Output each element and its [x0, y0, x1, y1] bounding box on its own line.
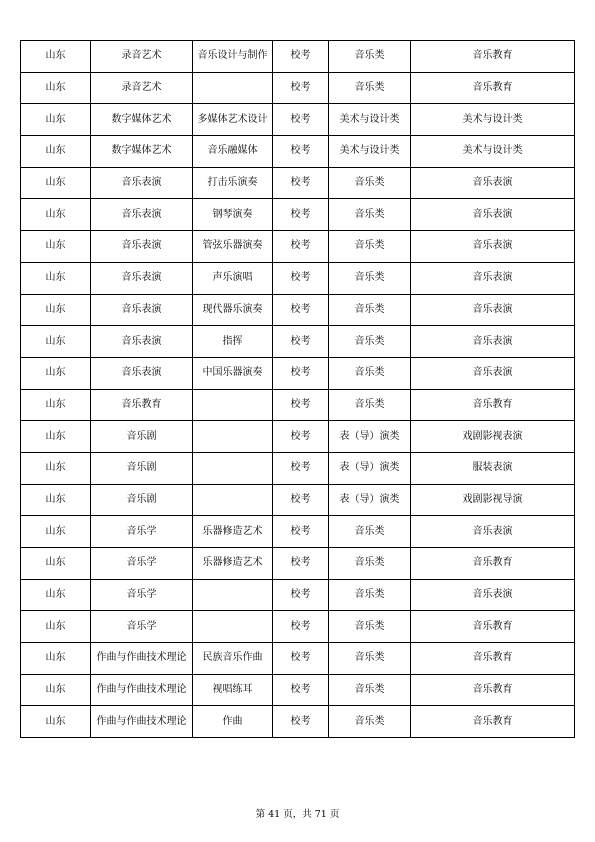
province-cell: 山东: [21, 674, 91, 706]
subject-cell: 音乐表演: [411, 199, 575, 231]
major-cell: 录音艺术: [91, 41, 193, 73]
subject-cell: 戏剧影视表演: [411, 421, 575, 453]
subject-cell: 音乐表演: [411, 231, 575, 263]
exam-type-cell: 校考: [273, 104, 329, 136]
direction-cell: [193, 389, 273, 421]
major-cell: 录音艺术: [91, 72, 193, 104]
direction-cell: 指挥: [193, 326, 273, 358]
exam-type-cell: 校考: [273, 643, 329, 675]
table-row: [21, 104, 575, 136]
direction-cell: [193, 452, 273, 484]
category-cell: 音乐类: [329, 41, 411, 73]
major-cell: 音乐表演: [91, 357, 193, 389]
major-cell: 音乐表演: [91, 231, 193, 263]
subject-cell: 音乐表演: [411, 326, 575, 358]
category-cell: 音乐类: [329, 643, 411, 675]
subject-cell: 音乐教育: [411, 389, 575, 421]
exam-type-cell: 校考: [273, 326, 329, 358]
exam-type-cell: 校考: [273, 674, 329, 706]
exam-type-cell: 校考: [273, 294, 329, 326]
province-cell: 山东: [21, 706, 91, 738]
direction-cell: 视唱练耳: [193, 674, 273, 706]
province-cell: 山东: [21, 579, 91, 611]
table-row: [21, 357, 575, 389]
exam-type-cell: 校考: [273, 72, 329, 104]
major-cell: 音乐学: [91, 548, 193, 580]
exam-type-cell: 校考: [273, 706, 329, 738]
table-row: [21, 41, 575, 73]
table-row: [21, 643, 575, 675]
subject-cell: 音乐表演: [411, 357, 575, 389]
table-body: [21, 41, 575, 738]
table-row: [21, 579, 575, 611]
province-cell: 山东: [21, 326, 91, 358]
province-cell: 山东: [21, 294, 91, 326]
table-row: [21, 548, 575, 580]
major-cell: 作曲与作曲技术理论: [91, 674, 193, 706]
enrollment-table: [20, 40, 575, 738]
subject-cell: 音乐表演: [411, 167, 575, 199]
province-cell: 山东: [21, 611, 91, 643]
major-cell: 音乐表演: [91, 199, 193, 231]
major-cell: 作曲与作曲技术理论: [91, 643, 193, 675]
subject-cell: 美术与设计类: [411, 136, 575, 168]
subject-cell: 美术与设计类: [411, 104, 575, 136]
category-cell: 表（导）演类: [329, 452, 411, 484]
exam-type-cell: 校考: [273, 167, 329, 199]
direction-cell: 声乐演唱: [193, 262, 273, 294]
category-cell: 音乐类: [329, 231, 411, 263]
major-cell: 音乐学: [91, 579, 193, 611]
major-cell: 音乐剧: [91, 421, 193, 453]
major-cell: 音乐学: [91, 611, 193, 643]
subject-cell: 音乐教育: [411, 611, 575, 643]
exam-type-cell: 校考: [273, 516, 329, 548]
exam-type-cell: 校考: [273, 452, 329, 484]
table-row: [21, 516, 575, 548]
major-cell: 作曲与作曲技术理论: [91, 706, 193, 738]
direction-cell: [193, 72, 273, 104]
subject-cell: 音乐教育: [411, 548, 575, 580]
province-cell: 山东: [21, 516, 91, 548]
major-cell: 数字媒体艺术: [91, 136, 193, 168]
category-cell: 音乐类: [329, 326, 411, 358]
table-row: [21, 136, 575, 168]
exam-type-cell: 校考: [273, 548, 329, 580]
table-row: [21, 611, 575, 643]
direction-cell: 乐器修造艺术: [193, 516, 273, 548]
exam-type-cell: 校考: [273, 389, 329, 421]
province-cell: 山东: [21, 41, 91, 73]
exam-type-cell: 校考: [273, 421, 329, 453]
direction-cell: [193, 421, 273, 453]
table-row: [21, 72, 575, 104]
subject-cell: 音乐表演: [411, 516, 575, 548]
province-cell: 山东: [21, 389, 91, 421]
direction-cell: 现代器乐演奏: [193, 294, 273, 326]
direction-cell: 作曲: [193, 706, 273, 738]
table-row: [21, 199, 575, 231]
direction-cell: 打击乐演奏: [193, 167, 273, 199]
table-row: [21, 326, 575, 358]
category-cell: 音乐类: [329, 389, 411, 421]
major-cell: 音乐表演: [91, 326, 193, 358]
table-row: [21, 294, 575, 326]
major-cell: 音乐表演: [91, 167, 193, 199]
province-cell: 山东: [21, 136, 91, 168]
direction-cell: 中国乐器演奏: [193, 357, 273, 389]
table-row: [21, 674, 575, 706]
major-cell: 音乐剧: [91, 452, 193, 484]
table-row: [21, 231, 575, 263]
category-cell: 音乐类: [329, 706, 411, 738]
category-cell: 音乐类: [329, 611, 411, 643]
subject-cell: 音乐教育: [411, 41, 575, 73]
category-cell: 表（导）演类: [329, 421, 411, 453]
exam-type-cell: 校考: [273, 262, 329, 294]
table-row: [21, 484, 575, 516]
major-cell: 音乐教育: [91, 389, 193, 421]
category-cell: 音乐类: [329, 199, 411, 231]
province-cell: 山东: [21, 484, 91, 516]
major-cell: 音乐学: [91, 516, 193, 548]
exam-type-cell: 校考: [273, 484, 329, 516]
subject-cell: 音乐教育: [411, 674, 575, 706]
province-cell: 山东: [21, 421, 91, 453]
exam-type-cell: 校考: [273, 136, 329, 168]
direction-cell: 音乐设计与制作: [193, 41, 273, 73]
table-row: [21, 452, 575, 484]
exam-type-cell: 校考: [273, 579, 329, 611]
major-cell: 音乐剧: [91, 484, 193, 516]
direction-cell: [193, 611, 273, 643]
province-cell: 山东: [21, 357, 91, 389]
category-cell: 音乐类: [329, 674, 411, 706]
exam-type-cell: 校考: [273, 611, 329, 643]
direction-cell: 多媒体艺术设计: [193, 104, 273, 136]
category-cell: 音乐类: [329, 548, 411, 580]
category-cell: 音乐类: [329, 72, 411, 104]
table-row: [21, 389, 575, 421]
category-cell: 音乐类: [329, 516, 411, 548]
page-footer: 第 41 页，共 71 页: [255, 809, 340, 820]
major-cell: 音乐表演: [91, 294, 193, 326]
direction-cell: 音乐融媒体: [193, 136, 273, 168]
province-cell: 山东: [21, 231, 91, 263]
category-cell: 音乐类: [329, 167, 411, 199]
province-cell: 山东: [21, 262, 91, 294]
category-cell: 音乐类: [329, 357, 411, 389]
direction-cell: 民族音乐作曲: [193, 643, 273, 675]
subject-cell: 服装表演: [411, 452, 575, 484]
exam-type-cell: 校考: [273, 199, 329, 231]
province-cell: 山东: [21, 167, 91, 199]
direction-cell: [193, 579, 273, 611]
subject-cell: 音乐教育: [411, 72, 575, 104]
exam-type-cell: 校考: [273, 41, 329, 73]
direction-cell: 管弦乐器演奏: [193, 231, 273, 263]
exam-type-cell: 校考: [273, 231, 329, 263]
category-cell: 音乐类: [329, 262, 411, 294]
province-cell: 山东: [21, 72, 91, 104]
province-cell: 山东: [21, 452, 91, 484]
table-row: [21, 262, 575, 294]
direction-cell: 乐器修造艺术: [193, 548, 273, 580]
direction-cell: [193, 484, 273, 516]
major-cell: 音乐表演: [91, 262, 193, 294]
category-cell: 美术与设计类: [329, 104, 411, 136]
subject-cell: 音乐表演: [411, 579, 575, 611]
table-row: [21, 167, 575, 199]
category-cell: 表（导）演类: [329, 484, 411, 516]
subject-cell: 音乐教育: [411, 643, 575, 675]
table-row: [21, 706, 575, 738]
province-cell: 山东: [21, 643, 91, 675]
province-cell: 山东: [21, 104, 91, 136]
province-cell: 山东: [21, 548, 91, 580]
direction-cell: 钢琴演奏: [193, 199, 273, 231]
subject-cell: 音乐教育: [411, 706, 575, 738]
subject-cell: 音乐表演: [411, 262, 575, 294]
exam-type-cell: 校考: [273, 357, 329, 389]
subject-cell: 戏剧影视导演: [411, 484, 575, 516]
subject-cell: 音乐表演: [411, 294, 575, 326]
category-cell: 音乐类: [329, 579, 411, 611]
category-cell: 音乐类: [329, 294, 411, 326]
table-row: [21, 421, 575, 453]
major-cell: 数字媒体艺术: [91, 104, 193, 136]
province-cell: 山东: [21, 199, 91, 231]
category-cell: 美术与设计类: [329, 136, 411, 168]
